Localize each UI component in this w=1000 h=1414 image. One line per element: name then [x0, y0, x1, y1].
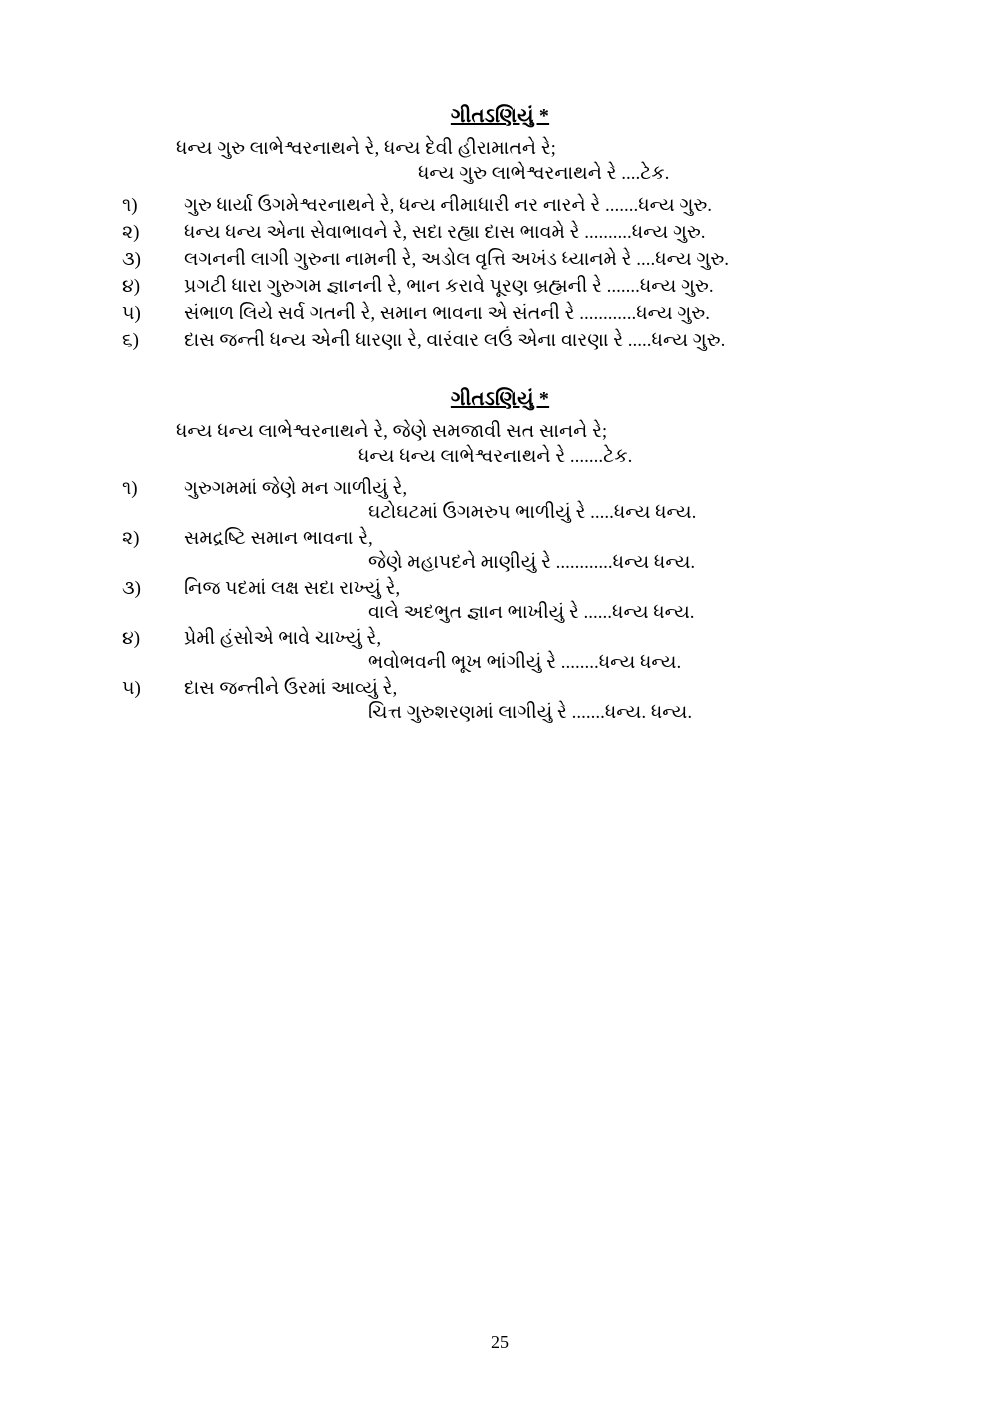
verse-text: સંભાળ લિયે સર્વ ગતની રે, સમાન ભાવના એ સંતની રે ............ધન્ય ગુરુ.	[184, 303, 710, 324]
verse-text: લગનની લાગી ગુરુના નામની રે, અડોલ વૃત્તિ અખંડ ધ્યાનમે રે ....ધન્ય ગુરુ.	[184, 249, 730, 270]
verse-row	[118, 478, 882, 524]
song-2-refrain	[118, 421, 882, 468]
verse-text-line-1: નિજ પદમાં લક્ષ સદા રાખ્યું રે,	[184, 578, 401, 599]
verse-row	[118, 578, 882, 624]
song-title-2: ગીતઽણિયું *	[450, 388, 550, 410]
song-1-refrain	[118, 138, 882, 185]
song-1-refrain-line-2: ધન્ય ગુરુ લાભેશ્વરનાથને રે ....ટેક.	[418, 163, 670, 184]
verse-row	[118, 330, 882, 352]
verse-row	[118, 678, 882, 724]
verse-text-line-2: જેણે મહાપદને માણીયું રે ............ધન્ય ધન્ય.	[368, 552, 696, 573]
verse-text-line-1: પ્રેમી હંસોએ ભાવે ચાખ્યું રે,	[184, 628, 382, 649]
verse-number: ૬)	[122, 330, 139, 351]
verse-number: ૫)	[122, 678, 141, 699]
page-number: 25	[491, 1332, 509, 1352]
verse-row	[118, 249, 882, 271]
verse-number: ૪)	[122, 276, 141, 297]
verse-text: દાસ જન્તી ધન્ય એની ધારણા રે, વારંવાર લઉં એના વારણા રે .....ધન્ય ગુરુ.	[184, 330, 726, 351]
verse-number: ૪)	[122, 628, 141, 649]
verse-text-line-2: વાલે અદભુત જ્ઞાન ભાખીયું રે ......ધન્ય ધન્ય.	[368, 602, 695, 623]
song-2-refrain-line-1: ધન્ય ધન્ય લાભેશ્વરનાથને રે, જેણે સમજાવી સત સાનને રે;	[176, 421, 608, 442]
verse-number: ૫)	[122, 303, 141, 324]
song-2-verses	[118, 478, 882, 724]
verse-text-line-2: ભવોભવની ભૂખ ભાંગીયું રે ........ધન્ય ધન્ય.	[368, 652, 682, 673]
verse-number: ૧)	[122, 195, 138, 216]
song-section-1	[118, 105, 882, 352]
verse-row	[118, 628, 882, 674]
verse-number: ૧)	[122, 478, 138, 499]
verse-text: પ્રગટી ધારા ગુરુગમ જ્ઞાનની રે, ભાન કરાવે પૂરણ બ્રહ્મની રે .......ધન્ય ગુરુ.	[184, 276, 714, 297]
verse-row	[118, 303, 882, 325]
verse-number: ૨)	[122, 222, 140, 243]
verse-text-line-1: સમદ્રષ્ટિ સમાન ભાવના રે,	[184, 528, 373, 549]
verse-text-line-1: દાસ જન્તીને ઉરમાં આવ્યું રે,	[184, 678, 398, 699]
song-title-1: ગીતઽણિયું *	[450, 105, 550, 127]
song-1-refrain-line-1: ધન્ય ગુરુ લાભેશ્વરનાથને રે, ધન્ય દેવી હીરામાતને રે;	[176, 138, 556, 159]
verse-text: ધન્ય ધન્ય એના સેવાભાવને રે, સદા રહ્યા દાસ ભાવમે રે ..........ધન્ય ગુરુ.	[184, 222, 706, 243]
song-1-verses	[118, 195, 882, 352]
verse-text: ગુરુ ધાર્યા ઉગમેશ્વરનાથને રે, ધન્ય નીમાધારી નર નારને રે .......ધન્ય ગુરુ.	[184, 195, 712, 216]
verse-row	[118, 222, 882, 244]
verse-number: ૩)	[122, 249, 141, 270]
verse-text-line-2: ચિત્ત ગુરુશરણમાં લાગીયું રે .......ધન્ય. ધન્ય.	[368, 702, 693, 723]
song-section-2	[118, 388, 882, 724]
song-2-refrain-line-2: ધન્ય ધન્ય લાભેશ્વરનાથને રે .......ટેક.	[358, 446, 633, 467]
verse-row	[118, 195, 882, 217]
verse-row	[118, 528, 882, 574]
verse-text-line-1: ગુરુગમમાં જેણે મન ગાળીયું રે,	[184, 478, 408, 499]
verse-text-line-2: ઘટોઘટમાં ઉગમરુપ ભાળીયું રે .....ધન્ય ધન્ય.	[368, 502, 697, 523]
verse-row	[118, 276, 882, 298]
page-content	[118, 105, 882, 728]
verse-number: ૩)	[122, 578, 141, 599]
verse-number: ૨)	[122, 528, 140, 549]
